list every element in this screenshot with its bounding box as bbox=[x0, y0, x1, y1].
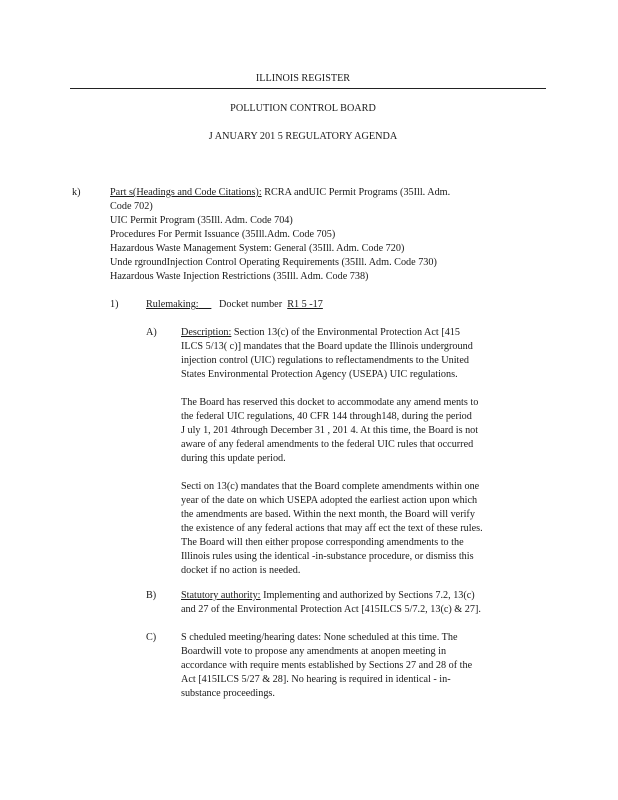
item-b-block bbox=[181, 589, 533, 617]
mandate-line: year of the date on which USEPA adopted the earliest action upon which bbox=[181, 495, 478, 506]
item-1-marker: 1) bbox=[110, 299, 119, 310]
description-first-rest: Section 13(c) of the Environmental Protection Act [415 bbox=[231, 327, 460, 338]
authority-label: Statutory authority: bbox=[181, 590, 261, 601]
item-b-marker: B) bbox=[146, 590, 157, 601]
header-rule bbox=[70, 88, 546, 89]
authority-first-rest: Implementing and authorized by Sections 7.2, 13(c) bbox=[260, 590, 475, 601]
schedule-line: Boardwill vote to propose any amendments at anopen meeting in bbox=[181, 646, 447, 657]
docket-text: Docket number bbox=[219, 299, 283, 310]
parts-line: Unde rgroundInjection Control Operating Requirements (35Ill. Adm. Code 730) bbox=[110, 257, 437, 268]
schedule-line: substance proceedings. bbox=[181, 688, 275, 699]
item-c-block bbox=[181, 631, 533, 701]
parts-line: Hazardous Waste Injection Restrictions (35Ill. Adm. Code 738) bbox=[110, 271, 369, 282]
board-title: POLLUTION CONTROL BOARD bbox=[230, 103, 376, 114]
parts-line: Hazardous Waste Management System: General (35Ill. Adm. Code 720) bbox=[110, 243, 405, 254]
description-first-line bbox=[181, 326, 533, 340]
reserved-line: aware of any federal amendments to the federal UIC rules that occurred bbox=[181, 439, 474, 450]
rulemaking-line bbox=[146, 298, 323, 312]
authority-line: and 27 of the Environmental Protection Act [415ILCS 5/7.2, 13(c) & 27]. bbox=[181, 604, 481, 615]
mandate-line: Illinois rules using the identical -in-substance procedure, or dismiss this bbox=[181, 551, 474, 562]
mandate-line: Secti on 13(c) mandates that the Board complete amendments within one bbox=[181, 481, 480, 492]
description-line: ILCS 5/13( c)] mandates that the Board update the Illinois underground bbox=[181, 341, 473, 352]
parts-first-rest: RCRA andUIC Permit Programs (35Ill. Adm. bbox=[261, 187, 451, 198]
agenda-title: J ANUARY 201 5 REGULATORY AGENDA bbox=[208, 131, 398, 142]
item-k-block bbox=[110, 186, 536, 284]
mandate-line: The Board will then either propose corresponding amendments to the bbox=[181, 537, 464, 548]
description-line: injection control (UIC) regulations to reflectamendments to the United bbox=[181, 355, 469, 366]
reserved-line: during this update period. bbox=[181, 453, 286, 464]
item-a-marker: A) bbox=[146, 327, 157, 338]
docket-number: R1 5 -17 bbox=[287, 299, 323, 310]
item-c-marker: C) bbox=[146, 632, 157, 643]
mandate-line: the amendments are based. Within the next month, the Board will verify bbox=[181, 509, 475, 520]
parts-line: UIC Permit Program (35Ill. Adm. Code 704) bbox=[110, 215, 293, 226]
register-header: ILLINOIS REGISTER bbox=[255, 73, 351, 84]
item-k-marker: k) bbox=[72, 187, 81, 198]
description-label: Description: bbox=[181, 327, 232, 338]
reserved-line: the federal UIC regulations, 40 CFR 144 through148, during the period bbox=[181, 411, 472, 422]
parts-first-line bbox=[110, 186, 536, 200]
schedule-line: S cheduled meeting/hearing dates: None scheduled at this time. The bbox=[181, 632, 458, 643]
description-line: States Environmental Protection Agency (USEPA) UIC regulations. bbox=[181, 369, 458, 380]
parts-line: Procedures For Permit Issuance (35Ill.Adm. Code 705) bbox=[110, 229, 336, 240]
rulemaking-label: Rulemaking: bbox=[146, 299, 199, 310]
authority-first-line bbox=[181, 589, 533, 603]
parts-line: Code 702) bbox=[110, 201, 153, 212]
parts-heading: Part s(Headings and Code Citations): bbox=[110, 187, 262, 198]
mandate-line: the existence of any federal actions that may aff ect the text of these rules. bbox=[181, 523, 483, 534]
schedule-line: accordance with require ments established by Sections 27 and 28 of the bbox=[181, 660, 473, 671]
schedule-line: Act [415ILCS 5/27 & 28]. No hearing is required in identical - in- bbox=[181, 674, 451, 685]
reserved-line: The Board has reserved this docket to accommodate any amend ments to bbox=[181, 397, 479, 408]
item-a-block bbox=[181, 326, 533, 578]
mandate-line: docket if no action is needed. bbox=[181, 565, 301, 576]
reserved-line: J uly 1, 201 4through December 31 , 201 4. At this time, the Board is not bbox=[181, 425, 479, 436]
